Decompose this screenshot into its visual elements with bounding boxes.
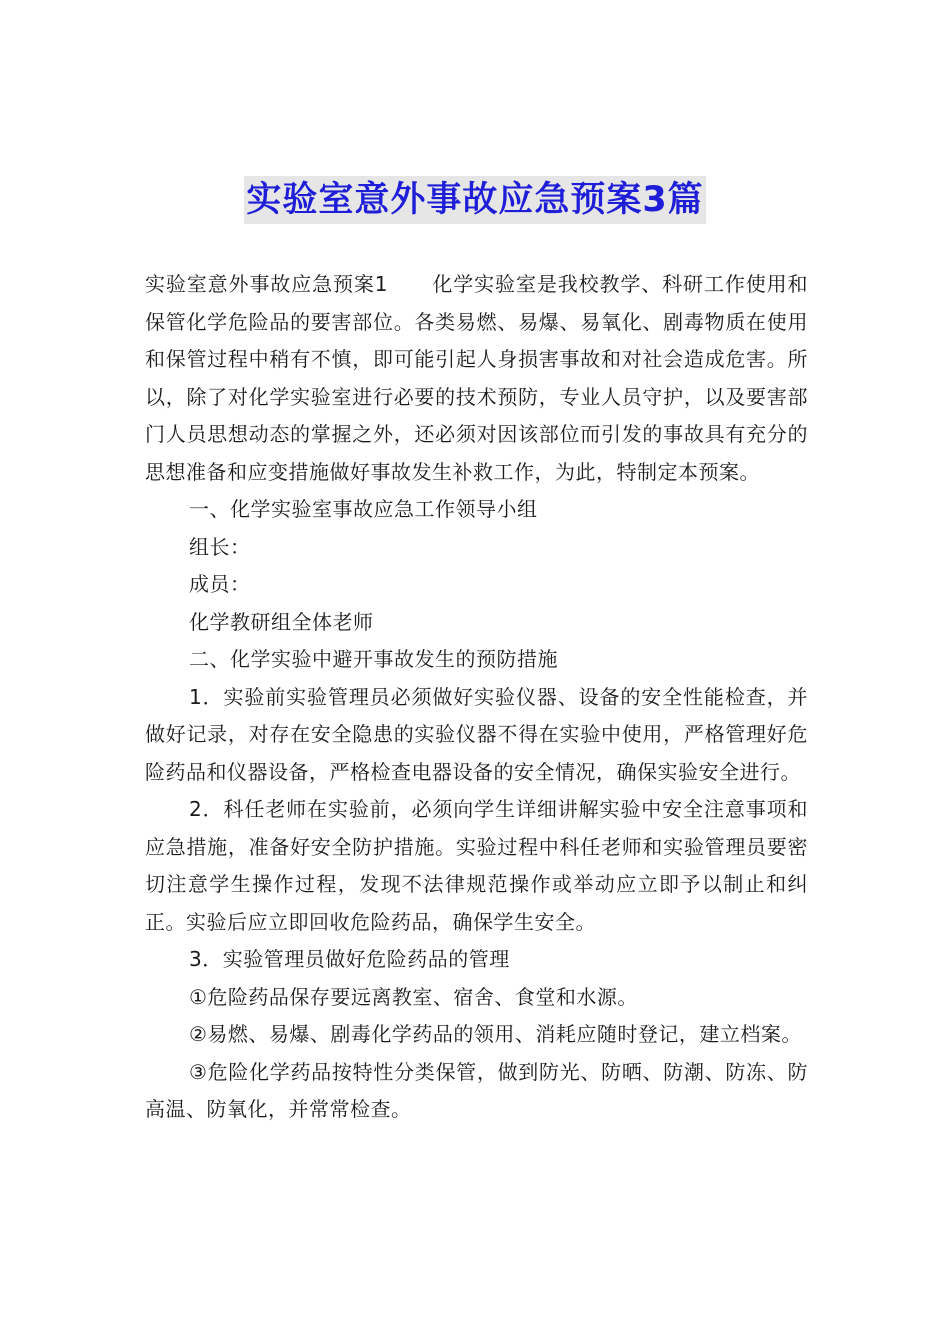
members-value: 化学教研组全体老师 xyxy=(189,609,374,634)
sub-item-3: ③危险化学药品按特性分类保管，做到防光、防晒、防潮、防冻、防高温、防氧化，并常常检查。 xyxy=(145,1059,808,1121)
list-item-2: 2．科任老师在实验前，必须向学生详细讲解实验中安全注意事项和应急措施，准备好安全防护措施。实验过程中科任老师和实验管理员要密切注意学生操作过程，发现不法律规范操作或举动应立即予以制止和纠正。实验后应立即回收危险药品，确保学生安全。 xyxy=(145,797,808,934)
list-item-3: 3．实验管理员做好危险药品的管理 xyxy=(189,947,510,971)
section-heading-1: 一、化学实验室事故应急工作领导小组 xyxy=(189,497,538,521)
title-wrap xyxy=(0,176,950,224)
document-title: 实验室意外事故应急预案3篇 xyxy=(244,176,705,224)
intro-label: 实验室意外事故应急预案1 xyxy=(145,272,388,296)
leader-line: 组长： xyxy=(189,534,251,559)
sub-item-1: ①危险药品保存要远离教室、宿舍、食堂和水源。 xyxy=(189,984,638,1009)
sub-item-2: ②易燃、易爆、剧毒化学药品的领用、消耗应随时登记，建立档案。 xyxy=(189,1022,802,1046)
document-body xyxy=(145,266,808,1129)
list-item-1: 1．实验前实验管理员必须做好实验仪器、设备的安全性能检查，并做好记录，对存在安全隐患的实验仪器不得在实验中使用，严格管理好危险药品和仪器设备，严格检查电器设备的安全情况，确保实验安全进行。 xyxy=(145,684,808,784)
intro-text: 化学实验室是我校教学、科研工作使用和保管化学危险品的要害部位。各类易燃、易爆、易氧化、剧毒物质在使用和保管过程中稍有不慎，即可能引起人身损害事故和对社会造成危害。所以，除了对化学实验室进行必要的技术预防，专业人员守护，以及要害部门人员思想动态的掌握之外，还必须对因该部位而引发的事故具有充分的思想准备和应变措施做好事故发生补救工作，为此，特制定本预案。 xyxy=(145,272,808,484)
members-line: 成员： xyxy=(189,572,251,596)
intro-paragraph xyxy=(145,266,808,491)
section-heading-2: 二、化学实验中避开事故发生的预防措施 xyxy=(189,647,558,671)
